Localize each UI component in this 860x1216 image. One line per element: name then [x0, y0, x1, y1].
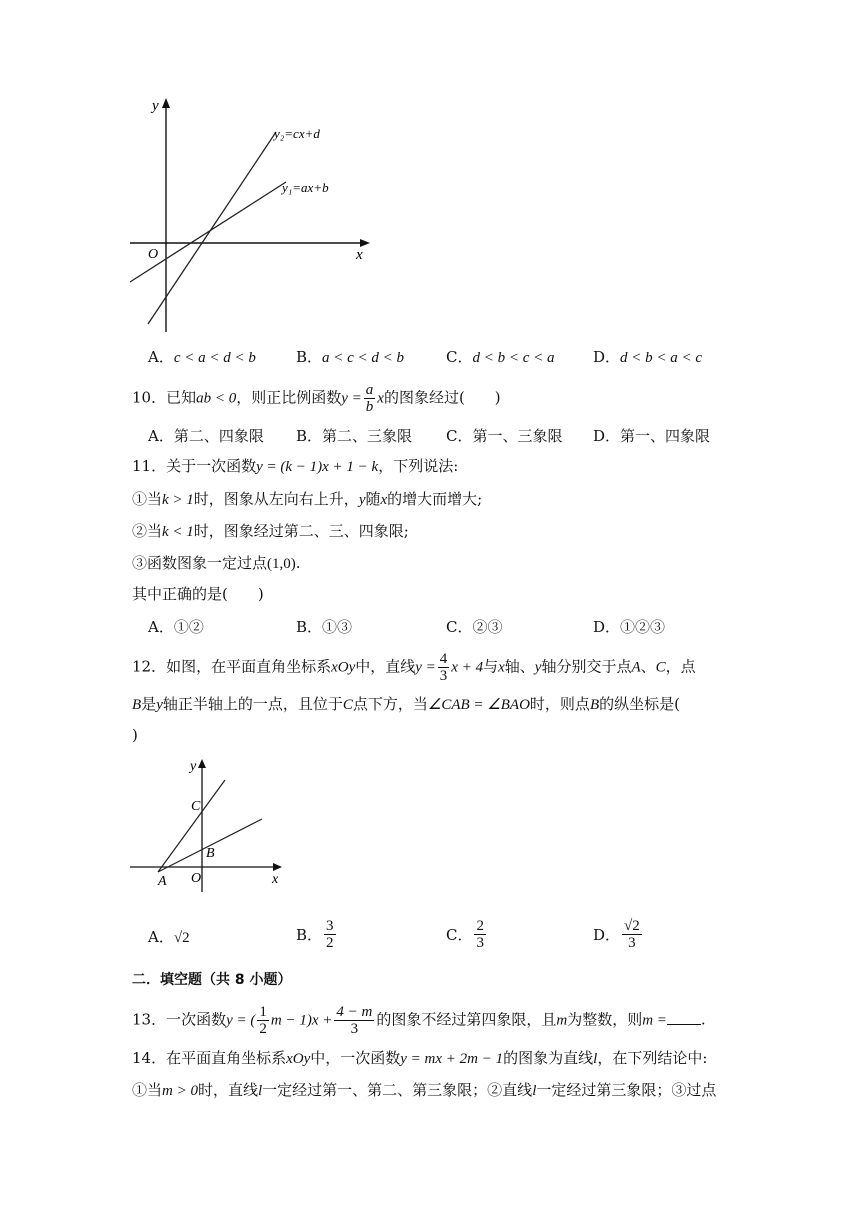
option-letter: B． [296, 348, 323, 366]
line-y2 [148, 132, 276, 324]
x-axis-arrow [273, 863, 282, 871]
q10-option-b[interactable]: B．第二、三象限 [296, 427, 413, 445]
q12-stem-line-2: B是y轴正半轴上的一点，且位于C点下方，当∠CAB = ∠BAO时，则点B的纵坐标是( [132, 695, 680, 713]
option-text: d < b < c < a [472, 350, 555, 366]
q12-option-a[interactable]: A．√2 [148, 928, 190, 946]
q14-line-1: 14．在平面直角坐标系xOy中，一次函数y = mx + 2m − 1的图象为直线l，在下列结论中: [132, 1049, 708, 1067]
q10-option-c[interactable]: C．第一、三象限 [446, 427, 563, 445]
q9-option-a[interactable] [148, 346, 256, 367]
section-heading-fill-in: 二．填空题（共 8 小题） [132, 972, 292, 988]
fig2-origin: O [191, 871, 202, 886]
fraction-4-over-3: $\frac{4}{3}$ [439, 651, 448, 684]
q11-ask: 其中正确的是( ) [132, 585, 264, 603]
option-letter: D． [593, 348, 621, 366]
q10-stem: 10．已知ab < 0，则正比例函数y = $\frac{a}{b}$ x的图象经过( ) [132, 382, 501, 415]
q11-statement-2: ②当k < 1时，图象经过第二、三、四象限; [132, 522, 409, 540]
fig2-x-label: x [272, 872, 279, 887]
q11-statement-1: ①当k > 1时，图象从左向右上升，y随x的增大而增大; [132, 490, 483, 508]
q14-line-2: ①当m > 0时，直线l一定经过第一、第二、第三象限；②直线l一定经过第三象限；③过点 [132, 1081, 717, 1099]
q11-option-d[interactable]: D．①②③ [593, 618, 666, 636]
line-AC [158, 780, 225, 872]
q10-option-a[interactable]: A．第二、四象限 [148, 427, 264, 445]
figure-q12 [128, 756, 288, 894]
q12-stem-line-1: 12．如图，在平面直角坐标系xOy中，直线y = $\frac{4}{3}$ x + 4与x轴、y轴分别交于点A、C，点 [132, 651, 696, 684]
option-letter: A． [148, 348, 174, 366]
q11-option-a[interactable]: A．①② [148, 618, 204, 636]
q9-option-d[interactable] [593, 346, 702, 367]
q9-option-b[interactable] [296, 346, 404, 367]
fig2-y-label: y [190, 759, 197, 774]
q11-stem: 11．关于一次函数y = (k − 1)x + 1 − k，下列说法: [132, 457, 459, 475]
option-text: a < c < d < b [322, 350, 405, 366]
fig1-y-label: y [152, 98, 159, 114]
x-axis-arrow [360, 239, 370, 247]
answer-blank[interactable] [667, 1010, 701, 1025]
q10-option-d[interactable]: D．第一、四象限 [593, 427, 711, 445]
q12-stem-line-3: ) [132, 726, 138, 744]
line-y1 [130, 182, 286, 282]
fraction-a-over-b: $\frac{a}{b}$ [365, 382, 374, 415]
fig2-point-A: A [158, 874, 167, 889]
figure-linear-functions [120, 92, 380, 337]
q13-stem: 13．一次函数y = ( $\frac{1}{2}$ m − 1)x + $\frac{4 - m}{3}$ 的图象不经过第四象限，且m为整数，则m = . [132, 1004, 706, 1037]
fig2-point-C: C [191, 799, 201, 814]
fig1-line1-label: y₁=ax+b [282, 180, 329, 195]
fig1-x-label: x [356, 247, 363, 263]
option-letter: C． [446, 348, 473, 366]
q12-option-c[interactable]: C． $\frac{2}{3}$ [446, 918, 484, 951]
fig1-line2-label: y₂=cx+d [274, 126, 320, 141]
fig1-origin-label: O [148, 247, 159, 262]
q12-option-d[interactable]: D． $\frac{√2}{3}$ [593, 918, 640, 951]
q11-option-c[interactable]: C．②③ [446, 618, 503, 636]
q11-option-b[interactable]: B．①③ [296, 618, 353, 636]
fig2-point-B: B [206, 846, 215, 861]
q11-statement-3: ③函数图象一定过点(1,0). [132, 554, 301, 572]
q9-option-c[interactable] [446, 346, 555, 367]
y-axis-arrow [162, 98, 170, 108]
option-text: d < b < a < c [620, 350, 703, 366]
q12-option-b[interactable]: B． $\frac{3}{2}$ [296, 918, 334, 951]
option-text: c < a < d < b [173, 350, 256, 366]
y-axis-arrow [198, 759, 206, 768]
